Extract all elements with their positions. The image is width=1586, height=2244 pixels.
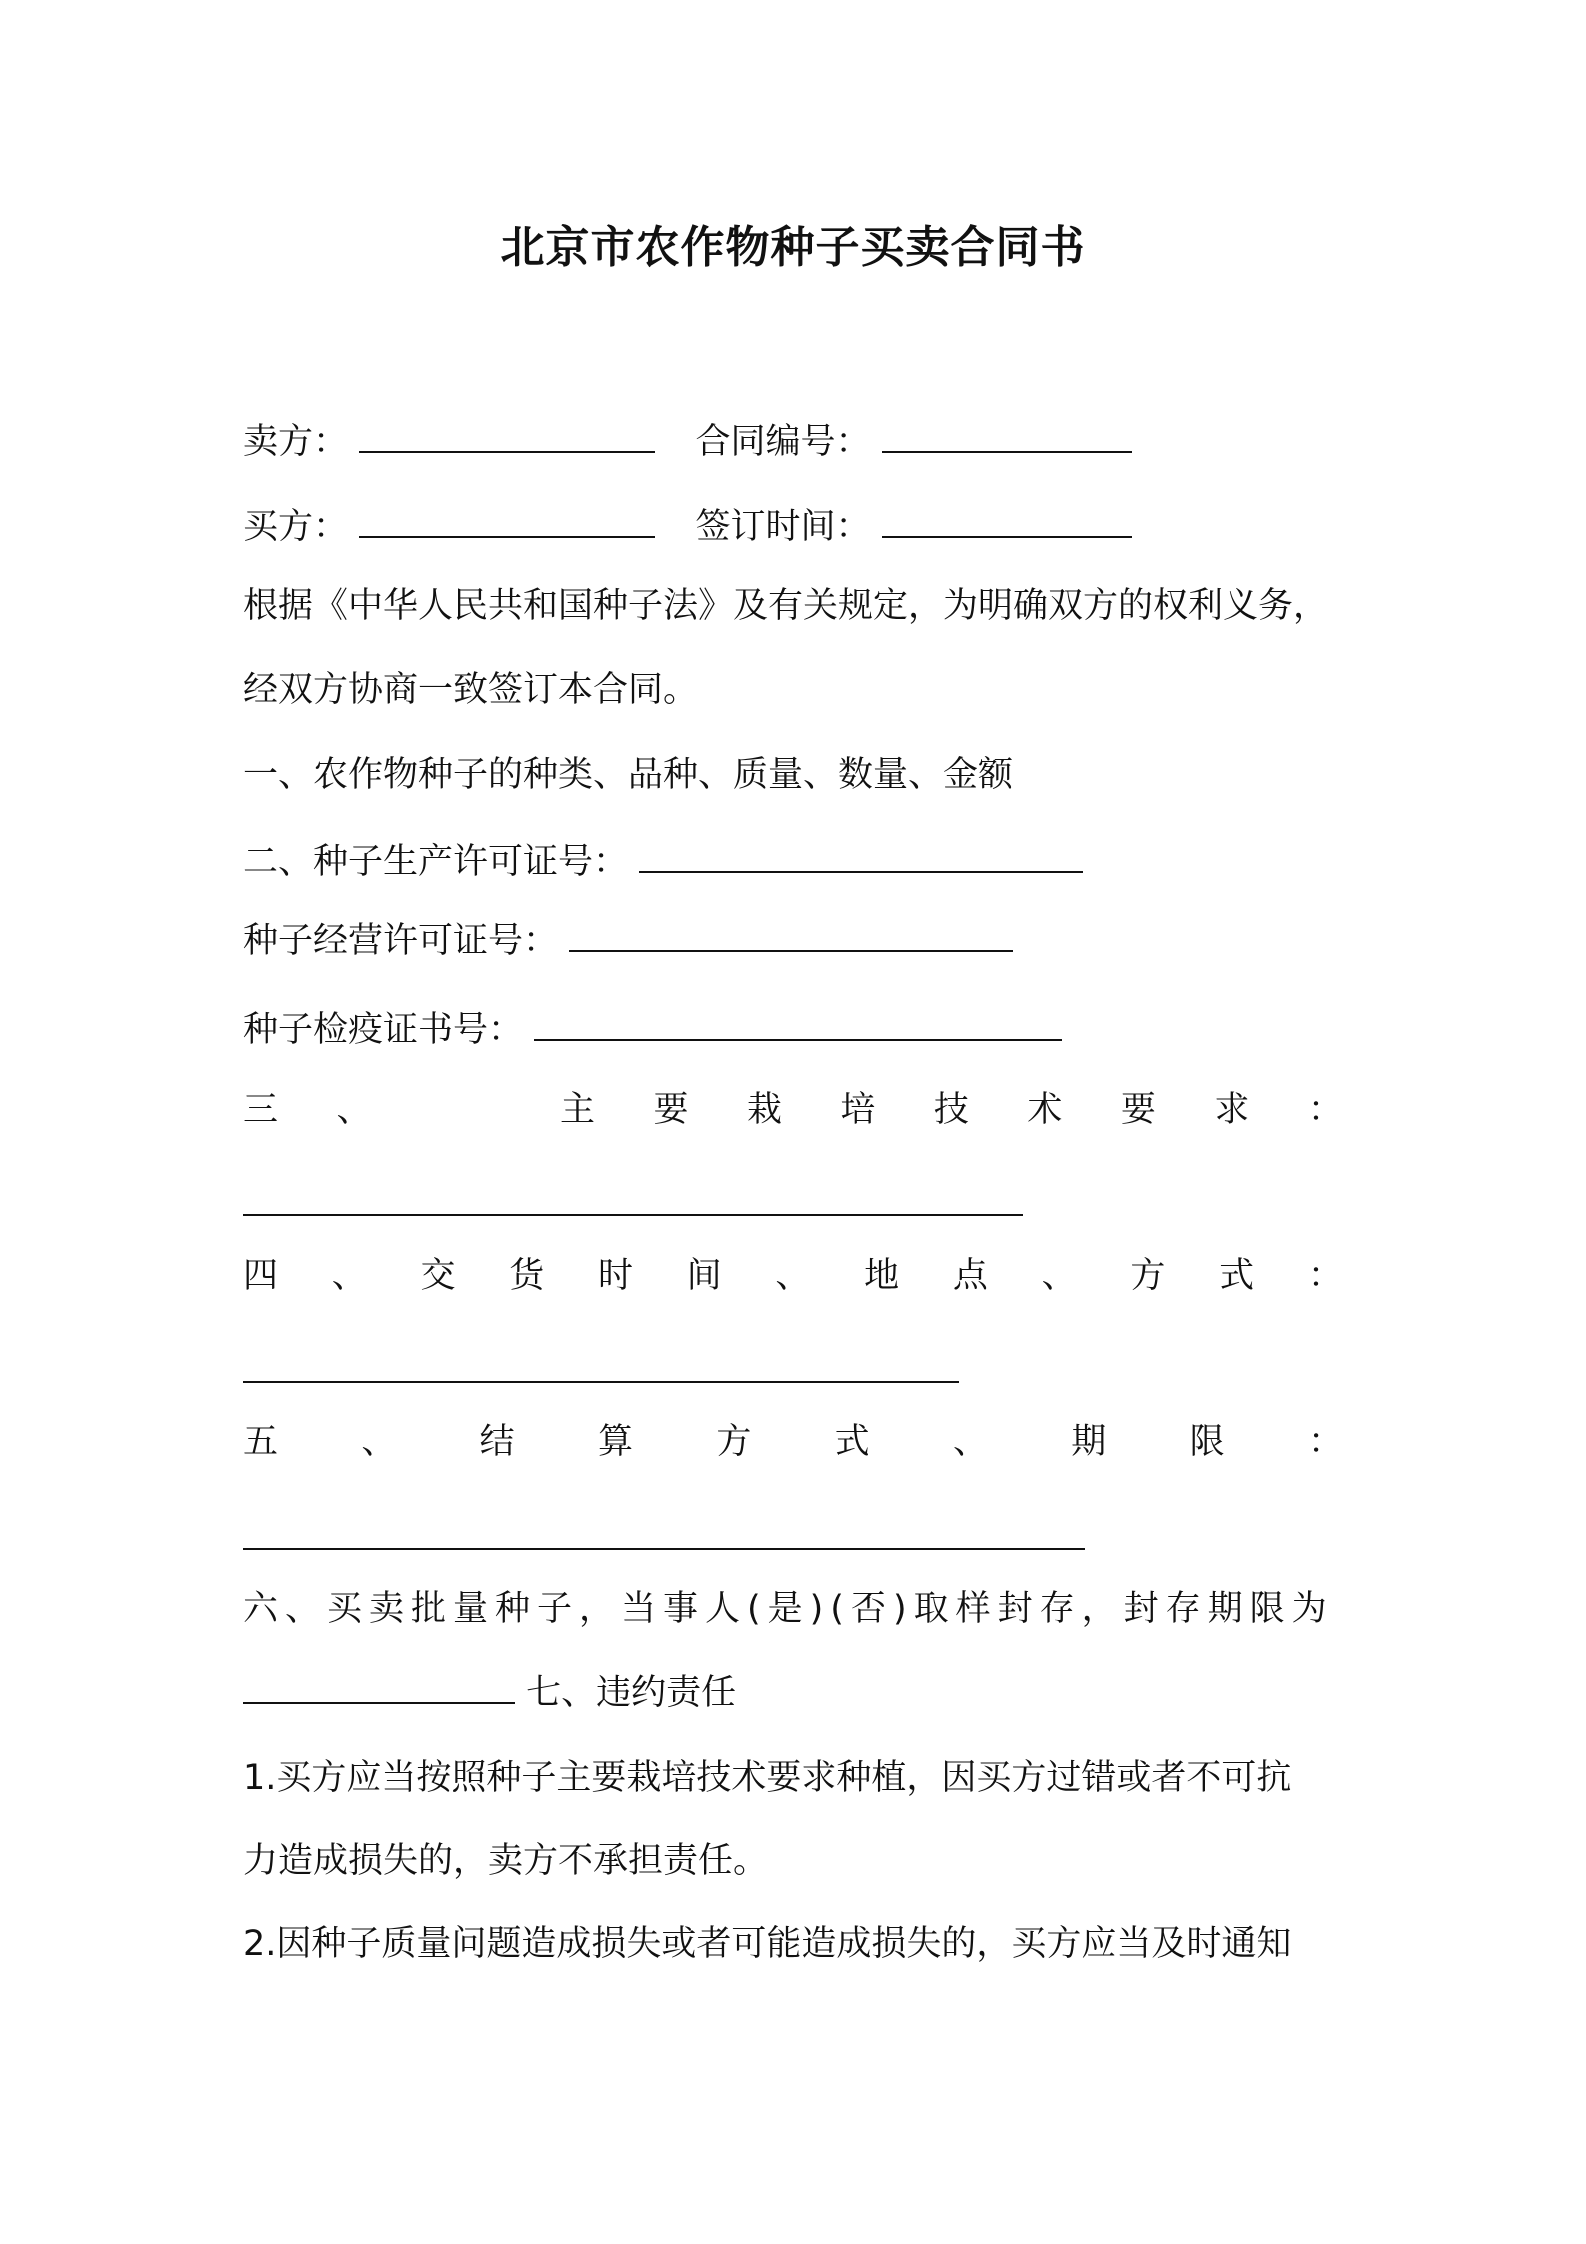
section-3-heading — [243, 1086, 1343, 1134]
section-4-char: 点 — [952, 1256, 988, 1296]
section-2-heading: 二、种子生产许可证号： — [243, 842, 629, 882]
section-4-heading — [243, 1252, 1343, 1300]
quarantine-cert-blank[interactable] — [534, 1009, 1062, 1041]
section-3-char: 主 — [559, 1090, 595, 1130]
section-3-char: 术 — [1027, 1090, 1063, 1130]
section-4-blank[interactable] — [243, 1381, 959, 1383]
section-2-row — [243, 838, 1083, 886]
operating-license-label: 种子经营许可证号： — [243, 921, 559, 961]
section-5-char: 结 — [479, 1422, 515, 1462]
section-3-char: 三 — [243, 1090, 279, 1130]
section-1-heading: 一、农作物种子的种类、品种、质量、数量、金额 — [243, 755, 1014, 795]
section-3-char: 求 — [1214, 1090, 1250, 1130]
section-5-char: 式 — [834, 1422, 870, 1462]
section-6-7-row — [243, 1669, 736, 1717]
section-5-char: 五 — [243, 1422, 279, 1462]
section-4-char: 货 — [509, 1256, 545, 1296]
operating-license-row — [243, 917, 1013, 965]
buyer-blank[interactable] — [359, 506, 655, 538]
section-4-char: 方 — [1130, 1256, 1166, 1296]
section-4-char: 、 — [331, 1256, 367, 1296]
intro-line-1: 根据《中华人民共和国种子法》及有关规定，为明确双方的权利义务， — [243, 586, 1329, 626]
section-3-char: ： — [1307, 1090, 1343, 1130]
section-5-heading — [243, 1418, 1343, 1466]
contract-no-label: 合同编号： — [695, 422, 871, 462]
section-3-char: 栽 — [746, 1090, 782, 1130]
seller-blank[interactable] — [359, 421, 655, 453]
section-4-char: 交 — [420, 1256, 456, 1296]
section-5-blank[interactable] — [243, 1548, 1085, 1550]
section-3-char: 技 — [933, 1090, 969, 1130]
section-5-char: 期 — [1071, 1422, 1107, 1462]
section-5-char: 方 — [716, 1422, 752, 1462]
section-3-char: 要 — [1120, 1090, 1156, 1130]
section-5-char: 、 — [952, 1422, 988, 1462]
section-5-char: 、 — [361, 1422, 397, 1462]
section-7-heading: 七、违约责任 — [526, 1673, 737, 1713]
intro-line-2: 经双方协商一致签订本合同。 — [243, 670, 699, 710]
section-4-char: 地 — [864, 1256, 900, 1296]
seller-label: 卖方： — [243, 422, 349, 462]
contract-no-blank[interactable] — [882, 421, 1132, 453]
section-5-char: ： — [1307, 1422, 1343, 1462]
clause-1-line-2: 力造成损失的，卖方不承担责任。 — [243, 1841, 769, 1881]
seller-row — [243, 418, 1132, 466]
section-3-char: 培 — [840, 1090, 876, 1130]
operating-license-blank[interactable] — [569, 920, 1013, 952]
quarantine-cert-label: 种子检疫证书号： — [243, 1010, 524, 1050]
section-4-char: 时 — [597, 1256, 633, 1296]
clause-1-line-1: 1.买方应当按照种子主要栽培技术要求种植，因买方过错或者不可抗 — [243, 1758, 1292, 1798]
section-3-blank[interactable] — [243, 1214, 1023, 1216]
quarantine-cert-row — [243, 1006, 1062, 1054]
buyer-row — [243, 503, 1132, 551]
clause-2-line-1: 2.因种子质量问题造成损失或者可能造成损失的，买方应当及时通知 — [243, 1924, 1292, 1964]
sign-date-label: 签订时间： — [695, 507, 871, 547]
section-6-heading: 六、买卖批量种子，当事人(是)(否)取样封存，封存期限为 — [243, 1589, 1334, 1629]
section-4-char: ： — [1307, 1256, 1343, 1296]
document-title: 北京市农作物种子买卖合同书 — [500, 222, 1086, 273]
sign-date-blank[interactable] — [882, 506, 1132, 538]
section-3-char: 要 — [653, 1090, 689, 1130]
section-4-char: 、 — [775, 1256, 811, 1296]
section-5-char: 算 — [597, 1422, 633, 1462]
section-3-char: 、 — [336, 1090, 372, 1130]
production-license-blank[interactable] — [639, 841, 1083, 873]
section-4-char: 、 — [1041, 1256, 1077, 1296]
section-4-char: 四 — [243, 1256, 279, 1296]
section-4-char: 间 — [686, 1256, 722, 1296]
section-4-char: 式 — [1219, 1256, 1255, 1296]
buyer-label: 买方： — [243, 507, 349, 547]
sealing-period-blank[interactable] — [243, 1672, 515, 1704]
section-5-char: 限 — [1189, 1422, 1225, 1462]
